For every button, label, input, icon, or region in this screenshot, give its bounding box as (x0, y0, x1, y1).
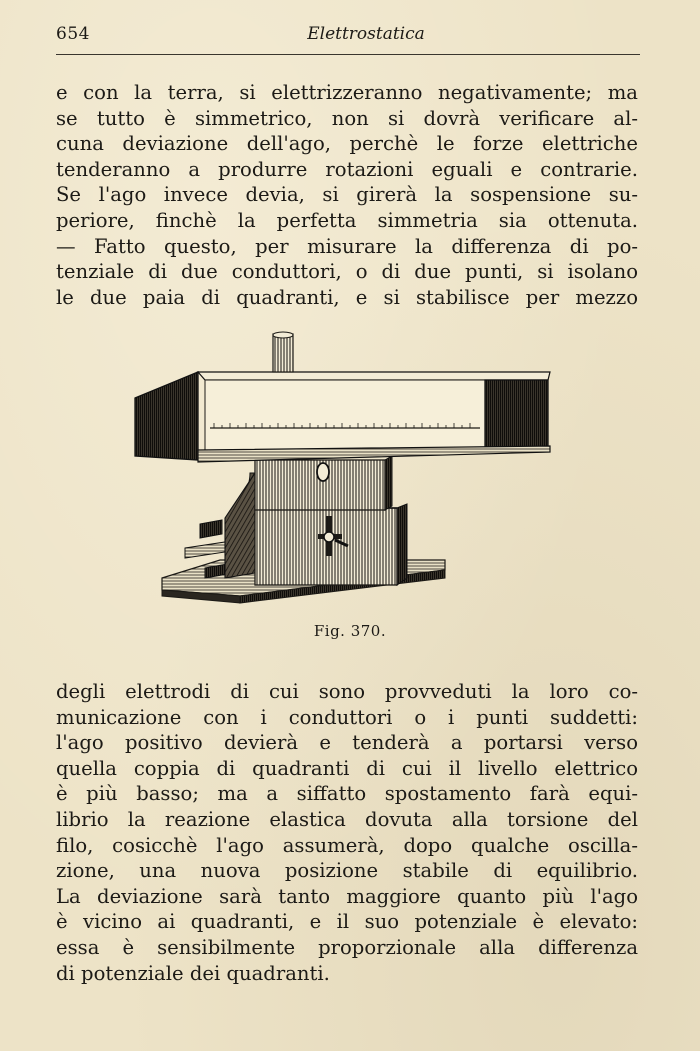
text-line: se tutto è simmetrico, non si dovrà verificare al- (56, 106, 638, 130)
text-line: periore, finchè la perfetta simmetria sia ottenuta. (56, 208, 638, 232)
text-line: Se l'ago invece devia, si girerà la sospensione su- (56, 183, 638, 207)
text-line: essa è sensibilmente proporzionale alla differenza (56, 935, 638, 959)
text-line: è vicino ai quadranti, e il suo potenziale è elevato: (56, 910, 638, 934)
text-line: cuna deviazione dell'ago, perchè le forze elettriche (56, 132, 638, 156)
text-line: di potenziale dei quadranti. (56, 961, 330, 985)
text-line: municazione con i conduttori o i punti suddetti: (56, 705, 638, 729)
text-line: tenziale di due conduttori, o di due punti, si isolano (56, 260, 638, 284)
text-line: è più basso; ma a siffatto spostamento farà equi- (56, 782, 638, 806)
text-line: La deviazione sarà tanto maggiore quanto più l'ago (56, 884, 638, 908)
text-line: zione, una nuova posizione stabile di equilibrio. (56, 859, 638, 883)
text-line: l'ago positivo devierà e tenderà a portarsi verso (56, 731, 638, 755)
text-line: e con la terra, si elettrizzeranno negativamente; ma (56, 81, 638, 104)
running-title: Elettrostatica (307, 24, 425, 44)
text-line: tenderanno a produrre rotazioni eguali e contrarie. (56, 157, 638, 181)
paragraph-top (56, 80, 638, 310)
text-line: degli elettrodi di cui sono provveduti la loro co- (56, 680, 638, 703)
quadrant-case (255, 504, 407, 585)
text-line: — Fatto questo, per misurare la differenza di po- (56, 234, 638, 258)
text-line: quella coppia di quadranti di cui il livello elettrico (56, 756, 638, 780)
paragraph-bottom (56, 679, 638, 986)
figure-caption: Fig. 370. (313, 622, 387, 640)
page-number: 654 (56, 24, 90, 44)
suspension-tube (273, 332, 293, 372)
upper-block (255, 456, 392, 510)
text-line: le due paia di quadranti, e si stabilisce per mezzo (56, 285, 638, 309)
text-line: librio la reazione elastica dovuta alla torsione del (56, 807, 638, 831)
text-line: filo, cosicchè l'ago assumerà, dopo qualche oscilla- (56, 833, 638, 857)
electrometer-illustration (130, 328, 560, 618)
page-header (56, 24, 640, 55)
scale-case (135, 372, 550, 462)
